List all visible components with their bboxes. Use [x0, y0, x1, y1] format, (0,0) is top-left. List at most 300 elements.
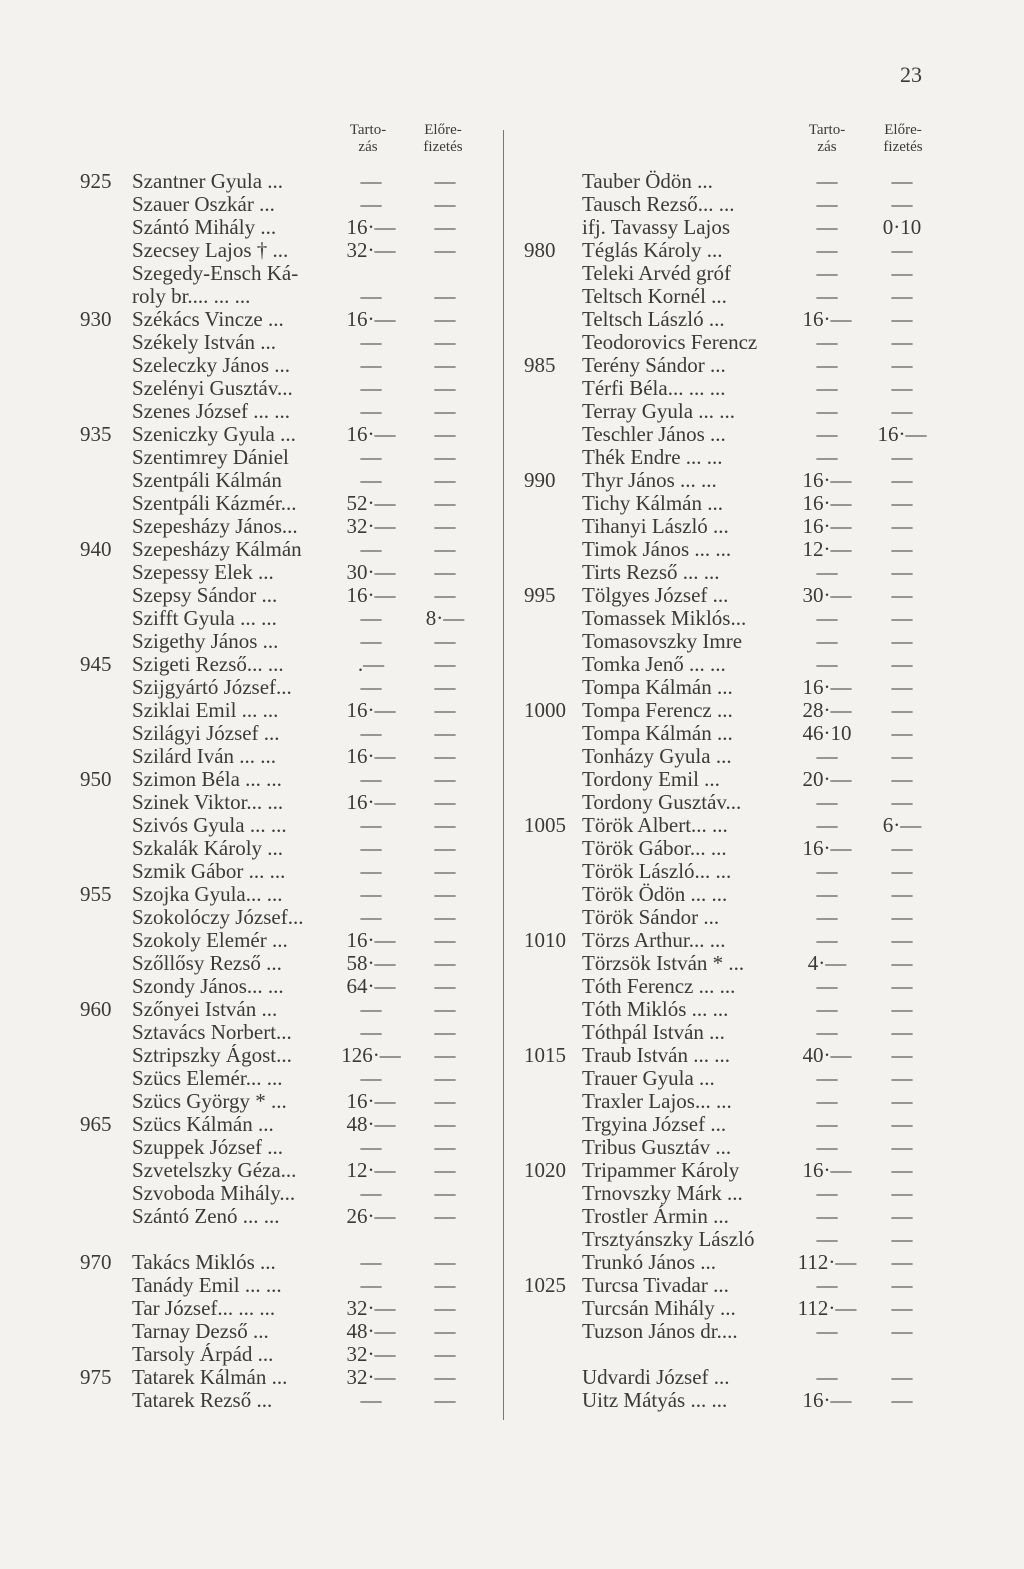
elofizetes-value: — [891, 1250, 913, 1274]
table-row [80, 791, 498, 814]
entry-number [524, 722, 582, 745]
elofizetes-value: — [434, 721, 456, 745]
tartozas-value: 64·— [346, 974, 396, 998]
elofizetes-value: — [891, 721, 913, 745]
member-name: Tomka Jenő ... ... [582, 653, 726, 676]
table-row [524, 1205, 944, 1228]
entry-number [524, 216, 582, 239]
member-name: Turcsa Tivadar ... [582, 1274, 729, 1297]
member-name: roly br.... ... ... [132, 285, 251, 308]
tartozas-value: — [360, 353, 382, 377]
member-name: Tompa Kálmán ... [582, 722, 733, 745]
member-name: Timok János ... ... [582, 538, 732, 561]
tartozas-value: 30·— [346, 560, 396, 584]
entry-number [524, 446, 582, 469]
tartozas-value: 16·— [802, 514, 852, 538]
elofizetes-value: — [891, 192, 913, 216]
elofizetes-value: — [891, 951, 913, 975]
table-row [80, 1044, 498, 1067]
member-name: Sztavács Norbert... [132, 1021, 292, 1044]
elofizetes-value: — [891, 882, 913, 906]
entry-number [524, 538, 582, 561]
elofizetes-value: 0·10 [882, 215, 922, 239]
tartozas-value: — [360, 1181, 382, 1205]
table-row [80, 331, 498, 354]
tartozas-value: — [360, 1020, 382, 1044]
elofizetes-value: — [891, 284, 913, 308]
entry-number [524, 377, 582, 400]
member-name: Szücs Elemér... ... [132, 1067, 283, 1090]
entry-number [80, 929, 132, 952]
header-elofizetes: Előre- fizetés [883, 122, 923, 155]
member-name: Szigeti Rezső... ... [132, 653, 284, 676]
elofizetes-value: — [434, 1388, 456, 1412]
member-name: Tarnay Dezső ... [132, 1320, 269, 1343]
entry-number [80, 469, 132, 492]
member-name: Tordony Emil ... [582, 768, 720, 791]
table-row [524, 906, 944, 929]
tartozas-value: 32·— [346, 238, 396, 262]
entry-number [80, 354, 132, 377]
elofizetes-value: 6·— [882, 813, 922, 837]
tartozas-value: — [360, 192, 382, 216]
table-row [524, 193, 944, 216]
entry-number [524, 1251, 582, 1274]
entry-number [524, 1228, 582, 1251]
entry-number [80, 400, 132, 423]
tartozas-value: — [360, 836, 382, 860]
tartozas-value: — [816, 1319, 838, 1343]
entry-number [80, 791, 132, 814]
table-row [80, 998, 498, 1021]
member-name: Tichy Kálmán ... [582, 492, 723, 515]
tartozas-value: 16·— [802, 836, 852, 860]
table-row [80, 584, 498, 607]
elofizetes-value: — [891, 652, 913, 676]
member-name: Szentpáli Kázmér... [132, 492, 297, 515]
tartozas-value: — [816, 882, 838, 906]
member-name: Trsztyánszky László [582, 1228, 755, 1251]
tartozas-value: 58·— [346, 951, 396, 975]
member-name: Tatarek Kálmán ... [132, 1366, 288, 1389]
tartozas-value: 30·— [802, 583, 852, 607]
tartozas-value: 46·10 [802, 721, 852, 745]
entry-number: 1010 [524, 928, 566, 952]
entry-number [80, 285, 132, 308]
member-name: Szinek Viktor... ... [132, 791, 284, 814]
tartozas-value: — [816, 238, 838, 262]
elofizetes-value: — [434, 1020, 456, 1044]
elofizetes-value: — [891, 974, 913, 998]
entry-number [524, 492, 582, 515]
entry-number [524, 400, 582, 423]
entry-number [524, 1090, 582, 1113]
elofizetes-value: — [891, 1365, 913, 1389]
table-row [80, 1159, 498, 1182]
tartozas-value: — [360, 399, 382, 423]
member-name: Szücs Kálmán ... [132, 1113, 274, 1136]
member-name: Szivós Gyula ... ... [132, 814, 287, 837]
entry-number: 960 [80, 997, 112, 1021]
elofizetes-value: — [891, 1204, 913, 1228]
member-name: Szokoly Elemér ... [132, 929, 288, 952]
table-row [524, 814, 944, 837]
elofizetes-value: — [891, 905, 913, 929]
table-row [524, 1366, 944, 1389]
tartozas-value: 48·— [346, 1319, 396, 1343]
member-name: Szigethy János ... [132, 630, 279, 653]
elofizetes-value: — [434, 1112, 456, 1136]
tartozas-value: — [360, 997, 382, 1021]
entry-number [524, 1067, 582, 1090]
entry-number [524, 906, 582, 929]
tartozas-value: — [360, 905, 382, 929]
member-name: Török László... ... [582, 860, 732, 883]
tartozas-value: 16·— [346, 307, 396, 331]
entry-number: 955 [80, 882, 112, 906]
entry-number [524, 952, 582, 975]
table-row [80, 860, 498, 883]
elofizetes-value: — [434, 1250, 456, 1274]
member-name: Tompa Ferencz ... [582, 699, 733, 722]
tartozas-value: 32·— [346, 1342, 396, 1366]
entry-number [80, 860, 132, 883]
table-row [80, 814, 498, 837]
entry-number [80, 814, 132, 837]
table-row [524, 722, 944, 745]
table-row [524, 239, 944, 262]
member-name: Tribus Gusztáv ... [582, 1136, 732, 1159]
table-row [524, 860, 944, 883]
tartozas-value: — [360, 606, 382, 630]
member-name: Szokolóczy József... [132, 906, 304, 929]
tartozas-value: — [816, 1204, 838, 1228]
column-header [80, 122, 498, 170]
table-row [524, 216, 944, 239]
elofizetes-value: — [434, 1066, 456, 1090]
member-name: Tóthpál István ... [582, 1021, 725, 1044]
member-name: Tripammer Károly [582, 1159, 740, 1182]
tartozas-value: — [816, 376, 838, 400]
member-name: Thyr János ... ... [582, 469, 717, 492]
entry-number [524, 1113, 582, 1136]
table-row [80, 929, 498, 952]
member-name: Sziklai Emil ... ... [132, 699, 279, 722]
tartozas-value: 32·— [346, 514, 396, 538]
entry-number [524, 860, 582, 883]
table-row [80, 1067, 498, 1090]
elofizetes-value: — [434, 192, 456, 216]
tartozas-value: — [360, 721, 382, 745]
elofizetes-value: — [434, 399, 456, 423]
tartozas-value: — [816, 606, 838, 630]
table-row [524, 607, 944, 630]
member-name: Tóth Ferencz ... ... [582, 975, 736, 998]
elofizetes-value: — [434, 560, 456, 584]
elofizetes-value: — [434, 468, 456, 492]
member-name: Szifft Gyula ... ... [132, 607, 277, 630]
elofizetes-value: — [434, 1296, 456, 1320]
tartozas-value: 12·— [346, 1158, 396, 1182]
elofizetes-value: 16·— [877, 422, 927, 446]
entry-number: 1025 [524, 1273, 566, 1297]
member-name: Székács Vincze ... [132, 308, 284, 331]
entry-number [80, 1067, 132, 1090]
tartozas-value: — [360, 537, 382, 561]
entry-number [80, 1389, 132, 1412]
elofizetes-value: — [434, 1181, 456, 1205]
table-row [524, 653, 944, 676]
elofizetes-value: — [891, 261, 913, 285]
entry-number [80, 377, 132, 400]
member-name: Tompa Kálmán ... [582, 676, 733, 699]
elofizetes-value: — [891, 1388, 913, 1412]
entry-number: 930 [80, 307, 112, 331]
member-name: Trunkó János ... [582, 1251, 716, 1274]
tartozas-value: .— [357, 652, 385, 676]
tartozas-value: — [816, 859, 838, 883]
entry-number [80, 699, 132, 722]
member-name: Szántó Mihály ... [132, 216, 277, 239]
tartozas-value: 16·— [346, 698, 396, 722]
tartozas-value: — [816, 974, 838, 998]
tartozas-value: — [816, 445, 838, 469]
tartozas-value: — [360, 445, 382, 469]
entry-number: 975 [80, 1365, 112, 1389]
entry-number [524, 791, 582, 814]
tartozas-value: — [816, 790, 838, 814]
table-row [524, 446, 944, 469]
table-row [524, 929, 944, 952]
tartozas-value: — [816, 1089, 838, 1113]
header-elofizetes: Előre- fizetés [423, 122, 463, 155]
elofizetes-value: — [891, 1181, 913, 1205]
table-row [524, 285, 944, 308]
section-gap [80, 1228, 498, 1251]
table-row [80, 469, 498, 492]
entry-number [524, 1205, 582, 1228]
elofizetes-value: — [434, 307, 456, 331]
member-name: Tirts Rezső ... ... [582, 561, 720, 584]
elofizetes-value: — [891, 1066, 913, 1090]
elofizetes-value: — [434, 353, 456, 377]
entry-number [80, 630, 132, 653]
entry-number [524, 745, 582, 768]
tartozas-value: 16·— [802, 491, 852, 515]
tartozas-value: — [816, 422, 838, 446]
elofizetes-value: — [434, 376, 456, 400]
tartozas-value: — [360, 376, 382, 400]
elofizetes-value: — [434, 974, 456, 998]
tartozas-value [340, 262, 402, 285]
elofizetes-value: — [434, 169, 456, 193]
tartozas-value: 112·— [797, 1296, 857, 1320]
member-name: Török Albert... ... [582, 814, 728, 837]
elofizetes-value: — [891, 399, 913, 423]
elofizetes-value: — [891, 698, 913, 722]
table-row [80, 768, 498, 791]
table-row [524, 699, 944, 722]
page-number: 23 [900, 62, 922, 87]
member-name: Szvetelszky Géza... [132, 1159, 297, 1182]
table-row [524, 676, 944, 699]
entry-number [80, 193, 132, 216]
member-name: Térfi Béla... ... ... [582, 377, 726, 400]
entry-number [524, 308, 582, 331]
table-row [524, 400, 944, 423]
tartozas-value: 32·— [346, 1365, 396, 1389]
tartozas-value: — [360, 813, 382, 837]
table-row [80, 653, 498, 676]
tartozas-value: — [816, 1020, 838, 1044]
table-row [524, 262, 944, 285]
entry-number [80, 239, 132, 262]
tartozas-value: 12·— [802, 537, 852, 561]
tartozas-value: 16·— [802, 675, 852, 699]
tartozas-value: — [816, 399, 838, 423]
elofizetes-value: — [891, 997, 913, 1021]
entry-number [524, 170, 582, 193]
entry-number [80, 1205, 132, 1228]
tartozas-value: — [360, 1250, 382, 1274]
tartozas-value: 126·— [341, 1043, 401, 1067]
elofizetes-value: — [891, 859, 913, 883]
elofizetes-value: — [434, 1342, 456, 1366]
elofizetes-value: — [891, 445, 913, 469]
elofizetes-value: 8·— [425, 606, 465, 630]
elofizetes-value: — [891, 1296, 913, 1320]
member-name: Szegedy-Ensch Ká- [132, 262, 299, 285]
elofizetes-value: — [891, 468, 913, 492]
tartozas-value: — [360, 169, 382, 193]
member-name: Teodorovics Ferencz [582, 331, 758, 354]
entry-number [80, 331, 132, 354]
tartozas-value: — [816, 261, 838, 285]
table-row [524, 170, 944, 193]
table-row [524, 975, 944, 998]
entry-number [80, 584, 132, 607]
member-name: Tölgyes József ... [582, 584, 729, 607]
tartozas-value: — [816, 744, 838, 768]
tartozas-value: — [816, 284, 838, 308]
tartozas-value: — [816, 353, 838, 377]
member-name: Szijgyártó József... [132, 676, 292, 699]
entry-number [80, 1274, 132, 1297]
entry-number: 1000 [524, 698, 566, 722]
member-name: Turcsán Mihály ... [582, 1297, 736, 1320]
entry-number [524, 837, 582, 860]
entry-number [524, 676, 582, 699]
tartozas-value: — [360, 859, 382, 883]
entry-number [80, 1090, 132, 1113]
tartozas-value: — [816, 813, 838, 837]
member-name: Tanády Emil ... ... [132, 1274, 282, 1297]
table-row [524, 1136, 944, 1159]
member-name: Trnovszky Márk ... [582, 1182, 743, 1205]
table-row [80, 1343, 498, 1366]
tartozas-value: — [360, 629, 382, 653]
tartozas-value: — [816, 1181, 838, 1205]
table-row [80, 446, 498, 469]
elofizetes-value: — [434, 514, 456, 538]
tartozas-value: — [816, 905, 838, 929]
member-name: Szepsy Sándor ... [132, 584, 278, 607]
elofizetes-value: — [434, 629, 456, 653]
elofizetes-value: — [434, 1043, 456, 1067]
elofizetes-value: — [891, 928, 913, 952]
elofizetes-value: — [891, 790, 913, 814]
entry-number [80, 262, 132, 285]
elofizetes-value: — [434, 1365, 456, 1389]
table-row [524, 837, 944, 860]
elofizetes-value: — [891, 353, 913, 377]
elofizetes-value: — [891, 1020, 913, 1044]
tartozas-value: — [816, 629, 838, 653]
member-name: Szilárd Iván ... ... [132, 745, 277, 768]
tartozas-value: 52·— [346, 491, 396, 515]
tartozas-value: — [816, 928, 838, 952]
table-row [524, 308, 944, 331]
member-name: Török Gábor... ... [582, 837, 727, 860]
table-row [524, 423, 944, 446]
member-name: Szojka Gyula... ... [132, 883, 283, 906]
member-name: Tóth Miklós ... ... [582, 998, 729, 1021]
elofizetes-value: — [434, 1273, 456, 1297]
entry-number [80, 1320, 132, 1343]
section-gap [524, 1343, 944, 1366]
table-row [524, 515, 944, 538]
entry-number: 935 [80, 422, 112, 446]
entry-number [524, 1320, 582, 1343]
table-row [80, 1389, 498, 1412]
elofizetes-value: — [891, 744, 913, 768]
member-name: Traxler Lajos... ... [582, 1090, 732, 1113]
member-name: Trostler Ármin ... [582, 1205, 729, 1228]
entry-number [80, 1044, 132, 1067]
tartozas-value: — [816, 192, 838, 216]
member-name: Szondy János... ... [132, 975, 284, 998]
entry-number [524, 423, 582, 446]
right-column [524, 122, 944, 1412]
elofizetes-value: — [891, 675, 913, 699]
entry-number [524, 1136, 582, 1159]
header-tartozas: Tarto- zás [808, 122, 846, 155]
table-row [524, 331, 944, 354]
entry-number [80, 975, 132, 998]
table-row [80, 1182, 498, 1205]
table-row [80, 308, 498, 331]
member-name: Tomassek Miklós... [582, 607, 747, 630]
entry-number: 980 [524, 238, 556, 262]
table-row [80, 837, 498, 860]
member-name: Trauer Gyula ... [582, 1067, 715, 1090]
member-name: Szecsey Lajos † ... [132, 239, 289, 262]
elofizetes-value: — [891, 1273, 913, 1297]
table-row [80, 561, 498, 584]
entry-number [524, 193, 582, 216]
table-row [524, 1228, 944, 1251]
elofizetes-value: — [434, 1158, 456, 1182]
elofizetes-value: — [434, 675, 456, 699]
table-row [80, 492, 498, 515]
elofizetes-value: — [891, 537, 913, 561]
member-name: Sztripszky Ágost... [132, 1044, 292, 1067]
entry-number: 970 [80, 1250, 112, 1274]
tartozas-value: — [360, 284, 382, 308]
table-row [524, 561, 944, 584]
entry-number: 1015 [524, 1043, 566, 1067]
table-row [80, 1297, 498, 1320]
